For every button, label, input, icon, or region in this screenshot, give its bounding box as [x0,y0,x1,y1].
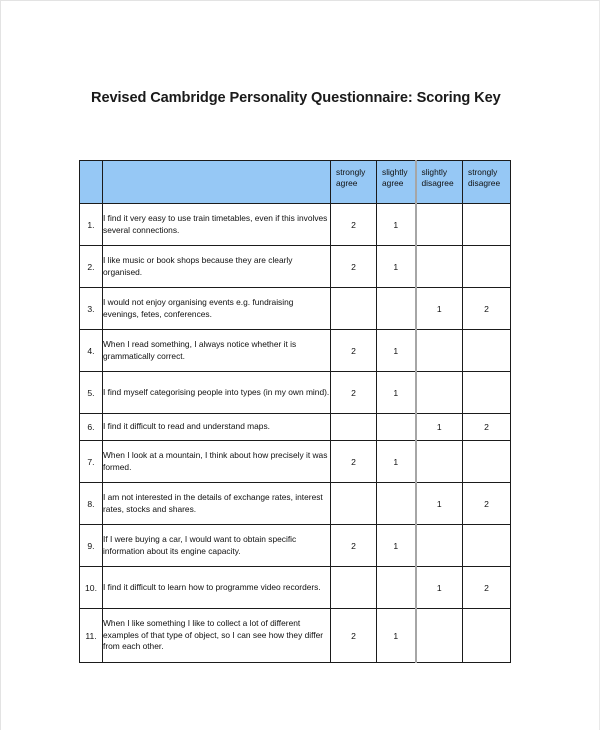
score-strongly-agree: 2 [331,246,377,288]
score-strongly-agree [331,288,377,330]
scoring-table-container [79,160,510,663]
table-row [80,525,511,567]
score-strongly-disagree [463,372,511,414]
row-item-text: I find it very easy to use train timetables, even if this involves several connections. [103,204,331,246]
score-strongly-disagree: 2 [463,288,511,330]
page-title: Revised Cambridge Personality Questionnaire: Scoring Key [91,90,501,106]
score-slightly-disagree [416,525,463,567]
row-number: 6. [80,414,103,441]
score-strongly-disagree: 2 [463,483,511,525]
score-strongly-agree: 2 [331,330,377,372]
table-row [80,567,511,609]
column-header-strongly-agree [331,161,377,204]
score-slightly-agree: 1 [377,204,416,246]
score-strongly-agree [331,567,377,609]
row-number: 10. [80,567,103,609]
row-number: 3. [80,288,103,330]
row-item-text: When I look at a mountain, I think about how precisely it was formed. [103,441,331,483]
table-row [80,441,511,483]
score-strongly-disagree [463,525,511,567]
column-header-slightly-disagree [416,161,463,204]
table-body [80,204,511,663]
score-slightly-agree: 1 [377,372,416,414]
score-strongly-agree: 2 [331,441,377,483]
table-row [80,246,511,288]
row-number: 9. [80,525,103,567]
score-strongly-disagree [463,441,511,483]
row-number: 7. [80,441,103,483]
score-slightly-agree: 1 [377,330,416,372]
row-number: 8. [80,483,103,525]
score-strongly-disagree [463,330,511,372]
row-item-text: I would not enjoy organising events e.g. fundraising evenings, fetes, conferences. [103,288,331,330]
row-item-text: When I like something I like to collect a lot of different examples of that type of object, so I can see how they differ from each other. [103,609,331,663]
score-strongly-agree [331,414,377,441]
row-item-text: When I read something, I always notice whether it is grammatically correct. [103,330,331,372]
column-header-number [80,161,103,204]
score-strongly-disagree: 2 [463,414,511,441]
table-row [80,414,511,441]
row-item-text: If I were buying a car, I would want to obtain specific information about its engine capacity. [103,525,331,567]
score-strongly-agree: 2 [331,204,377,246]
row-number: 2. [80,246,103,288]
column-header-strongly-disagree [463,161,511,204]
score-strongly-agree: 2 [331,609,377,663]
row-item-text: I find it difficult to read and understand maps. [103,414,331,441]
score-slightly-agree: 1 [377,525,416,567]
row-number: 5. [80,372,103,414]
score-slightly-agree [377,414,416,441]
score-strongly-agree [331,483,377,525]
table-row [80,330,511,372]
score-strongly-disagree: 2 [463,567,511,609]
column-header-slightly-disagree-label: slightly disagree [421,167,454,188]
row-item-text: I find it difficult to learn how to programme video recorders. [103,567,331,609]
score-slightly-disagree: 1 [416,288,463,330]
score-slightly-disagree [416,372,463,414]
score-slightly-disagree [416,204,463,246]
score-slightly-agree: 1 [377,609,416,663]
column-header-strongly-agree-label: strongly agree [336,167,366,188]
column-header-slightly-agree [377,161,416,204]
score-strongly-agree: 2 [331,525,377,567]
scoring-key-table [79,160,511,663]
table-row [80,204,511,246]
table-header-row [80,161,511,204]
score-strongly-agree: 2 [331,372,377,414]
row-number: 4. [80,330,103,372]
table-row [80,609,511,663]
score-strongly-disagree [463,246,511,288]
score-slightly-disagree: 1 [416,483,463,525]
score-slightly-disagree [416,246,463,288]
column-header-strongly-disagree-label: strongly disagree [468,167,501,188]
table-row [80,483,511,525]
score-strongly-disagree [463,204,511,246]
score-slightly-disagree [416,609,463,663]
row-item-text: I am not interested in the details of exchange rates, interest rates, stocks and shares. [103,483,331,525]
document-page [1,1,599,730]
score-strongly-disagree [463,609,511,663]
score-slightly-agree: 1 [377,441,416,483]
score-slightly-disagree: 1 [416,567,463,609]
score-slightly-agree [377,288,416,330]
column-header-slightly-agree-label: slightly agree [382,167,408,188]
row-item-text: I like music or book shops because they are clearly organised. [103,246,331,288]
row-number: 11. [80,609,103,663]
score-slightly-disagree [416,330,463,372]
row-number: 1. [80,204,103,246]
score-slightly-agree: 1 [377,246,416,288]
column-header-item [103,161,331,204]
score-slightly-disagree [416,441,463,483]
row-item-text: I find myself categorising people into types (in my own mind). [103,372,331,414]
score-slightly-disagree: 1 [416,414,463,441]
score-slightly-agree [377,483,416,525]
table-row [80,372,511,414]
score-slightly-agree [377,567,416,609]
table-header [80,161,511,204]
table-row [80,288,511,330]
